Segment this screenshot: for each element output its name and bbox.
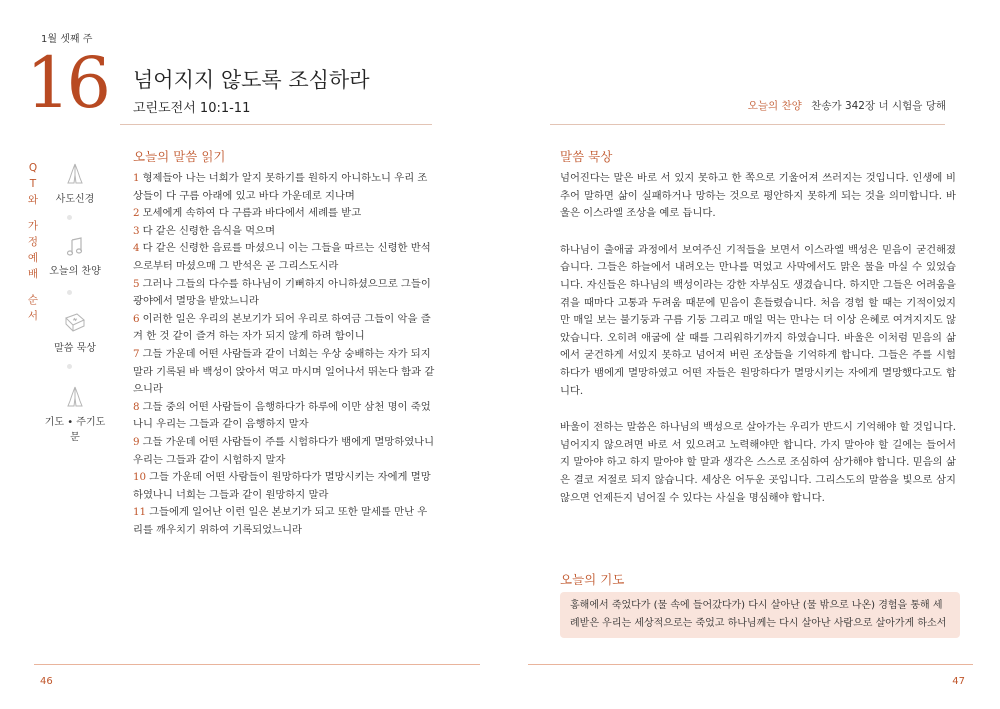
hymn-info <box>748 98 946 113</box>
verse-text: 이러한 일은 우리의 본보기가 되어 우리로 하여금 그들이 악을 즐겨 한 것 같이 즐겨 하는 자가 되지 않게 하려 함이니 <box>133 312 431 343</box>
verse-text: 모세에게 속하여 다 구름과 바다에서 세례를 받고 <box>142 207 362 220</box>
praying-hands-icon <box>65 386 85 408</box>
verse-text: 그들 가운데 어떤 사람들이 원망하다가 멸망시키는 자에게 멸망하였나니 너희는 그들과 같이 원망하지 말라 <box>133 471 431 501</box>
sidebar-item-label: 기도 • 주기도문 <box>44 417 106 443</box>
verse-text: 다 같은 신령한 음료를 마셨으니 이는 그들을 따르는 신령한 반석으로부터 마셨으매 그 반석은 곧 그리스도시라 <box>133 242 431 272</box>
day-number: 16 <box>26 42 108 124</box>
verse-number: 8 <box>133 400 140 413</box>
verse-text: 다 같은 신령한 음식을 먹으며 <box>142 224 276 237</box>
verse-number: 10 <box>133 471 147 484</box>
verse <box>133 434 435 469</box>
page-number-left: 46 <box>40 676 53 687</box>
sidebar-item-prayer <box>40 386 110 443</box>
bible-icon <box>63 312 87 334</box>
verse <box>133 346 435 399</box>
vertical-order-title <box>26 160 40 324</box>
verse <box>133 240 435 275</box>
footer-divider-right <box>528 664 973 665</box>
verse-number: 1 <box>133 172 140 184</box>
vertical-char: 정 <box>27 236 39 248</box>
sidebar-dot <box>67 215 72 220</box>
sidebar-item-label: 말씀 묵상 <box>54 343 96 354</box>
verse-number: 3 <box>133 224 140 237</box>
sidebar-item-meditation <box>40 312 110 354</box>
verse-text: 그들 가운데 어떤 사람들과 같이 너희는 우상 숭배하는 자가 되지 말라 기록된 바 백성이 앉아서 먹고 마시며 일어나서 뛰논다 함과 같으니라 <box>133 347 435 396</box>
page-number-right: 47 <box>952 676 965 687</box>
sidebar-dot <box>67 290 72 295</box>
meditation-paragraph: 바울이 전하는 말씀은 하나님의 백성으로 살아가는 우리가 반드시 기억해야 할 것입니다. 넘어지지 않으려면 바로 서 있으려고 노력해야만 합니다. 가지 말아야 할 길에는 들어서지 말아야 하고 하지 말아야 할 말과 생각은 스스로 조심하여 삼가해야 합니다. 믿음의 삶은 결코 저절로 되지 않습니다. 세상은 어두운 곳입니다. 그리스도의 말씀을 빛으로 삼지 않으면 언제든지 넘어질 수 있다는 사실을 명심해야 합니다. <box>560 421 956 504</box>
sidebar-item-label: 오늘의 찬양 <box>49 266 101 277</box>
reading-heading: 오늘의 말씀 읽기 <box>133 149 226 164</box>
verse <box>133 469 435 504</box>
vertical-char: Q <box>28 162 38 174</box>
scripture-text <box>133 170 435 539</box>
meditation-paragraph: 하나님이 출애굽 과정에서 보여주신 기적들을 보면서 이스라엘 백성은 믿음이 굳건해졌습니다. 그들은 하늘에서 내려오는 만나를 먹었고 사막에서도 맑은 물을 마실 수 있었습니다. 자신들은 하나님의 백성이라는 강한 자부심도 생겼습니다. 하지만 그들은 어려움을 겪을 때마다 고통과 두려움 때문에 믿음이 흔들렸습니다. 처음 경험 할 때는 기적이었지만 매일 보는 불기둥과 구름 기둥 그리고 매일 먹는 만나는 더 이상 은혜로 여겨지지도 않았습니다. 오히려 애굽에 살 때를 그리워하기까지 하였습니다. 바울은 이처럼 믿음의 삶에서 굳건하게 서있지 못하고 넘어져 버린 조상들을 기억하게 합니다. 그들은 주를 시험하다가 뱀에게 멸망하였고 어떤 자들은 원망하다가 멸망시키는 자에게 멸망했다고도 합니다. <box>560 243 956 397</box>
verse-number: 9 <box>133 435 140 448</box>
verse <box>133 504 435 539</box>
verse <box>133 223 435 241</box>
header-divider-left <box>120 124 432 125</box>
verse-number: 11 <box>133 506 147 519</box>
header-divider-right <box>550 124 945 125</box>
verse-number: 7 <box>133 347 140 360</box>
page-title: 넘어지지 않도록 조심하라 <box>133 68 370 92</box>
vertical-char: 서 <box>27 310 39 322</box>
vertical-char: T <box>29 178 37 190</box>
verse-text: 그러나 그들의 다수를 하나님이 기뻐하지 아니하셨으므로 그들이 광야에서 멸망을 받았느니라 <box>133 277 431 308</box>
scripture-reference: 고린도전서 10:1-11 <box>133 101 251 116</box>
sidebar-item-label: 사도신경 <box>55 194 95 205</box>
vertical-gap <box>26 282 40 292</box>
verse <box>133 170 435 205</box>
verse-text: 그들에게 일어난 이런 일은 본보기가 되고 또한 말세를 만난 우리를 깨우치기 위하여 기록되었느니라 <box>133 506 428 536</box>
verse-text: 그들 가운데 어떤 사람들이 주를 시험하다가 뱀에게 멸망하였나니 우리는 그들과 같이 시험하지 말자 <box>133 435 435 466</box>
vertical-char: 와 <box>27 194 39 206</box>
verse <box>133 311 435 346</box>
prayer-box <box>560 592 960 638</box>
verse-text: 그들 중의 어떤 사람들이 음행하다가 하루에 이만 삼천 명이 죽었나니 우리는 그들과 같이 음행하지 말자 <box>133 400 431 431</box>
verse-number: 6 <box>133 312 140 325</box>
verse-number: 4 <box>133 242 140 255</box>
vertical-char: 가 <box>27 220 39 232</box>
meditation-text <box>560 170 956 526</box>
praying-hands-icon <box>65 163 85 185</box>
vertical-char: 순 <box>27 294 39 306</box>
verse-number: 5 <box>133 277 140 290</box>
verse-text: 형제들아 나는 너희가 알지 못하기를 원하지 아니하노니 우리 조상들이 다 구름 아래에 있고 바다 가운데로 지나며 <box>133 172 428 202</box>
sidebar-item-creed <box>40 163 110 205</box>
verse <box>133 276 435 311</box>
prayer-text: 홍해에서 죽었다가 (물 속에 들어갔다가) 다시 살아난 (물 밖으로 나온) 경험을 통해 세례받은 우리는 세상적으로는 죽었고 하나님께는 다시 살아난 사람으로 살아가게 하소서 <box>570 600 947 629</box>
verse-number: 2 <box>133 207 140 220</box>
prayer-heading: 오늘의 기도 <box>560 572 625 587</box>
meditation-paragraph: 넘어진다는 말은 바로 서 있지 못하고 한 쪽으로 기울어져 쓰러지는 것입니다. 인생에 비추어 말하면 삶이 실패하거나 망하는 것으로 평안하지 못하게 되는 것을 의미합니다. 바울은 이스라엘 조상을 예로 듭니다. <box>560 172 956 220</box>
hymn-label: 오늘의 찬양 <box>747 100 802 112</box>
meditation-heading: 말씀 묵상 <box>560 149 613 164</box>
sidebar-item-hymn <box>40 237 110 277</box>
vertical-char: 배 <box>27 268 39 280</box>
footer-divider-left <box>34 664 480 665</box>
hymn-text: 찬송가 342장 너 시험을 당해 <box>811 100 946 112</box>
week-label: 1월 셋째 주 <box>41 34 93 45</box>
verse <box>133 399 435 434</box>
vertical-char: 예 <box>27 252 39 264</box>
verse <box>133 205 435 223</box>
vertical-gap <box>26 208 40 218</box>
music-note-icon <box>66 237 84 257</box>
sidebar-dot <box>67 364 72 369</box>
